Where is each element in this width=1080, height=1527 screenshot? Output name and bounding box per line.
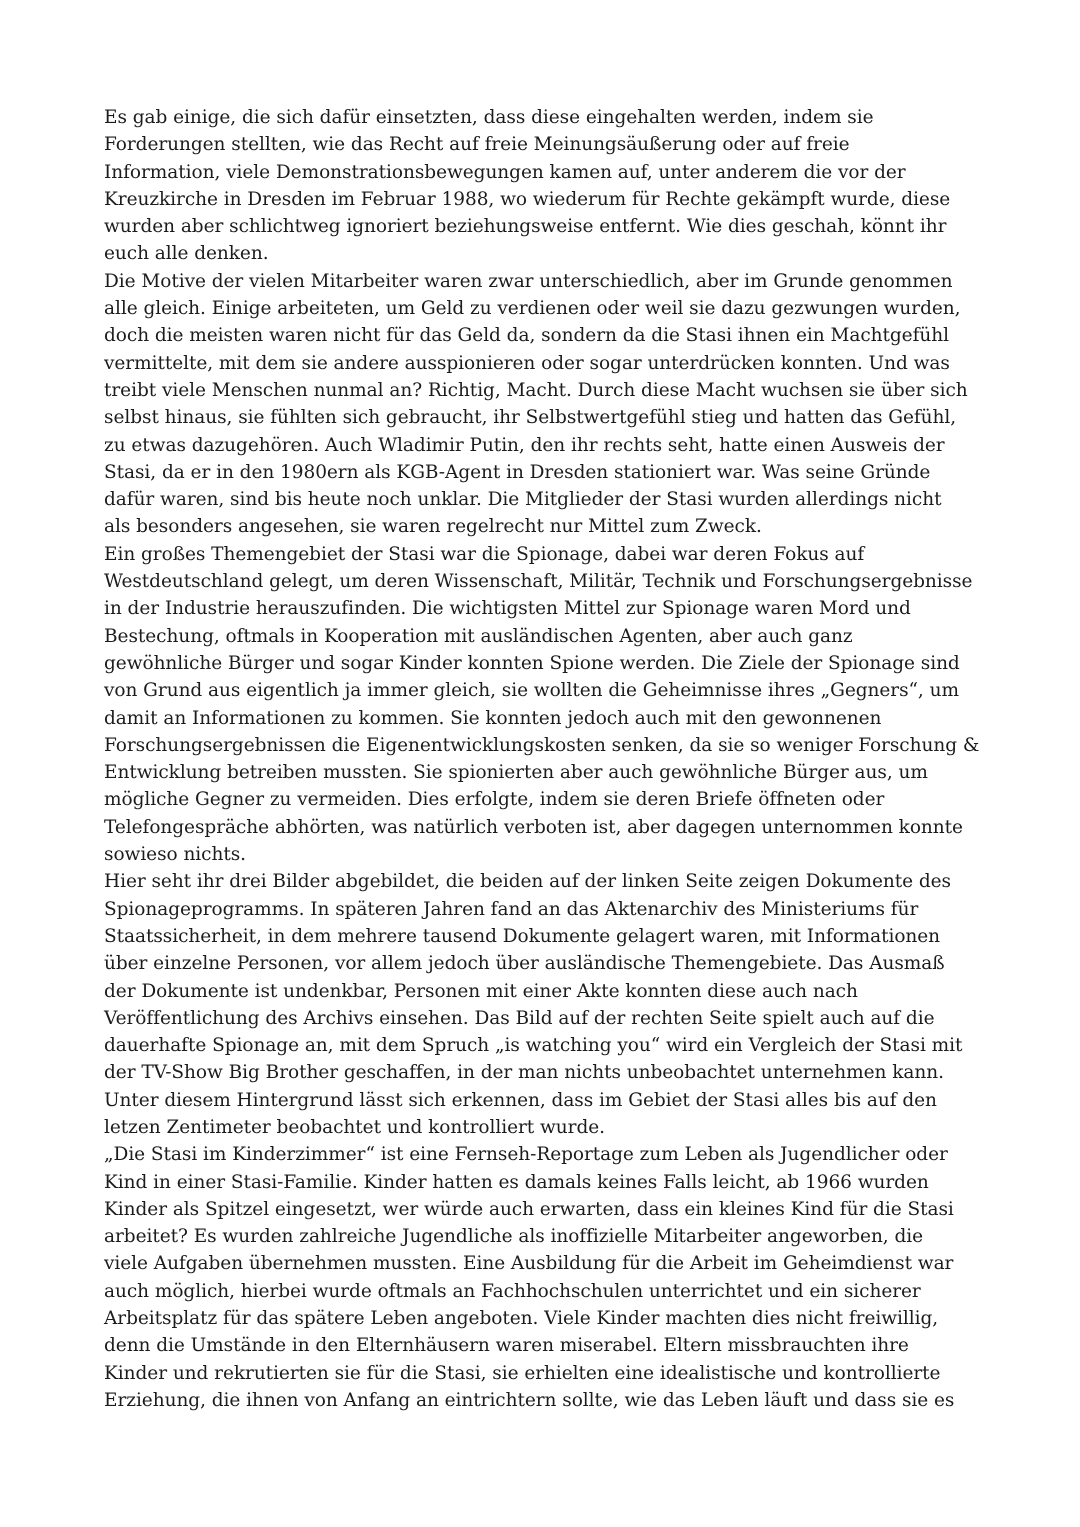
text-line: sowieso nichts. xyxy=(104,844,247,866)
text-line: Entwicklung betreiben mussten. Sie spionierten aber auch gewöhnliche Bürger aus, um xyxy=(104,762,928,784)
text-line: Ein großes Themengebiet der Stasi war die Spionage, dabei war deren Fokus auf xyxy=(104,543,865,565)
text-line: Hier seht ihr drei Bilder abgebildet, die beiden auf der linken Seite zeigen Dokumente des xyxy=(104,871,951,893)
text-line: „Die Stasi im Kinderzimmer“ ist eine Fernseh-Reportage zum Leben als Jugendlicher oder xyxy=(104,1144,948,1166)
text-line: Es gab einige, die sich dafür einsetzten, dass diese eingehalten werden, indem sie xyxy=(104,107,874,128)
text-line: Kinder als Spitzel eingesetzt, wer würde auch erwarten, dass ein kleines Kind für die Stasi xyxy=(104,1198,954,1220)
text-line: treibt viele Menschen nunmal an? Richtig, Macht. Durch diese Macht wuchsen sie über sich xyxy=(104,379,968,401)
text-line: Stasi, da er in den 1980ern als KGB-Agent in Dresden stationiert war. Was seine Gründe xyxy=(104,461,931,483)
paragraph-protests xyxy=(104,104,984,268)
text-line: Bestechung, oftmals in Kooperation mit ausländischen Agenten, aber auch ganz xyxy=(104,625,853,647)
text-line: damit an Informationen zu kommen. Sie konnten jedoch auch mit den gewonnenen xyxy=(104,707,882,729)
text-line: der Dokumente ist undenkbar, Personen mit einer Akte konnten diese auch nach xyxy=(104,980,858,1002)
text-line: viele Aufgaben übernehmen mussten. Eine Ausbildung für die Arbeit im Geheimdienst war xyxy=(104,1253,954,1275)
text-line: Unter diesem Hintergrund lässt sich erkennen, dass im Gebiet der Stasi alles bis auf den xyxy=(104,1089,937,1111)
text-line: zu etwas dazugehören. Auch Wladimir Putin, den ihr rechts seht, hatte einen Ausweis der xyxy=(104,434,945,456)
text-line: denn die Umstände in den Elternhäusern waren miserabel. Eltern missbrauchten ihre xyxy=(104,1335,909,1357)
paragraph-espionage xyxy=(104,541,984,869)
paragraph-images xyxy=(104,868,984,1141)
text-line: Spionageprogramms. In späteren Jahren fand an das Aktenarchiv des Ministeriums für xyxy=(104,898,919,920)
text-line: über einzelne Personen, vor allem jedoch über ausländische Themengebiete. Das Ausmaß xyxy=(104,953,945,975)
text-line: von Grund aus eigentlich ja immer gleich, sie wollten die Geheimnisse ihres „Gegners“, um xyxy=(104,680,959,702)
text-line: wurden aber schlichtweg ignoriert beziehungsweise entfernt. Wie dies geschah, könnt ihr xyxy=(104,216,947,238)
text-line: Westdeutschland gelegt, um deren Wissenschaft, Militär, Technik und Forschungsergebnisse xyxy=(104,571,973,593)
text-line: dafür waren, sind bis heute noch unklar. Die Mitglieder der Stasi wurden allerdings nicht xyxy=(104,489,942,511)
text-line: Telefongespräche abhörten, was natürlich verboten ist, aber dagegen unternommen konnte xyxy=(104,816,963,838)
paragraph-children xyxy=(104,1141,984,1414)
paragraph-motives xyxy=(104,268,984,541)
text-line: Forschungsergebnissen die Eigenentwicklungskosten senken, da sie so weniger Forschung & xyxy=(104,734,980,756)
text-line: Arbeitsplatz für das spätere Leben angeboten. Viele Kinder machten dies nicht freiwillig, xyxy=(104,1308,939,1330)
text-line: auch möglich, hierbei wurde oftmals an Fachhochschulen unterrichtet und ein sicherer xyxy=(104,1280,921,1302)
text-line: Erziehung, die ihnen von Anfang an eintrichtern sollte, wie das Leben läuft und dass sie es xyxy=(104,1389,955,1411)
text-line: Kinder und rekrutierten sie für die Stasi, sie erhielten eine idealistische und kontrollierte xyxy=(104,1362,941,1384)
text-line: als besonders angesehen, sie waren regelrecht nur Mittel zum Zweck. xyxy=(104,516,762,538)
text-line: in der Industrie herauszufinden. Die wichtigsten Mittel zur Spionage waren Mord und xyxy=(104,598,911,620)
text-line: Veröffentlichung des Archivs einsehen. Das Bild auf der rechten Seite spielt auch auf die xyxy=(104,1007,935,1029)
text-line: doch die meisten waren nicht für das Geld da, sondern da die Stasi ihnen ein Machtgefühl xyxy=(104,325,949,347)
text-line: mögliche Gegner zu vermeiden. Dies erfolgte, indem sie deren Briefe öffneten oder xyxy=(104,789,885,811)
text-line: dauerhafte Spionage an, mit dem Spruch „is watching you“ wird ein Vergleich der Stasi mit xyxy=(104,1035,963,1057)
text-line: alle gleich. Einige arbeiteten, um Geld zu verdienen oder weil sie dazu gezwungen wurden, xyxy=(104,298,961,320)
text-line: arbeitet? Es wurden zahlreiche Jugendliche als inoffizielle Mitarbeiter angeworben, die xyxy=(104,1226,924,1248)
text-line: Kreuzkirche in Dresden im Februar 1988, wo wiederum für Rechte gekämpft wurde, diese xyxy=(104,188,951,210)
text-line: der TV-Show Big Brother geschaffen, in der man nichts unbeobachtet unternehmen kann. xyxy=(104,1062,944,1084)
text-line: Staatssicherheit, in dem mehrere tausend Dokumente gelagert waren, mit Informationen xyxy=(104,925,941,947)
text-line: Information, viele Demonstrationsbewegungen kamen auf, unter anderem die vor der xyxy=(104,161,906,183)
text-line: vermittelte, mit dem sie andere ausspionieren oder sogar unterdrücken konnten. Und was xyxy=(104,352,950,374)
text-line: letzen Zentimeter beobachtet und kontrolliert wurde. xyxy=(104,1116,605,1138)
text-line: Die Motive der vielen Mitarbeiter waren zwar unterschiedlich, aber im Grunde genommen xyxy=(104,270,953,292)
text-line: euch alle denken. xyxy=(104,243,269,265)
text-line: gewöhnliche Bürger und sogar Kinder konnten Spione werden. Die Ziele der Spionage sind xyxy=(104,652,960,674)
text-line: selbst hinaus, sie fühlten sich gebraucht, ihr Selbstwertgefühl stieg und hatten das Gefühl, xyxy=(104,407,957,429)
text-line: Kind in einer Stasi-Familie. Kinder hatten es damals keines Falls leicht, ab 1966 wurden xyxy=(104,1171,929,1193)
text-line: Forderungen stellten, wie das Recht auf freie Meinungsäußerung oder auf freie xyxy=(104,134,850,156)
document-page xyxy=(104,104,984,1414)
